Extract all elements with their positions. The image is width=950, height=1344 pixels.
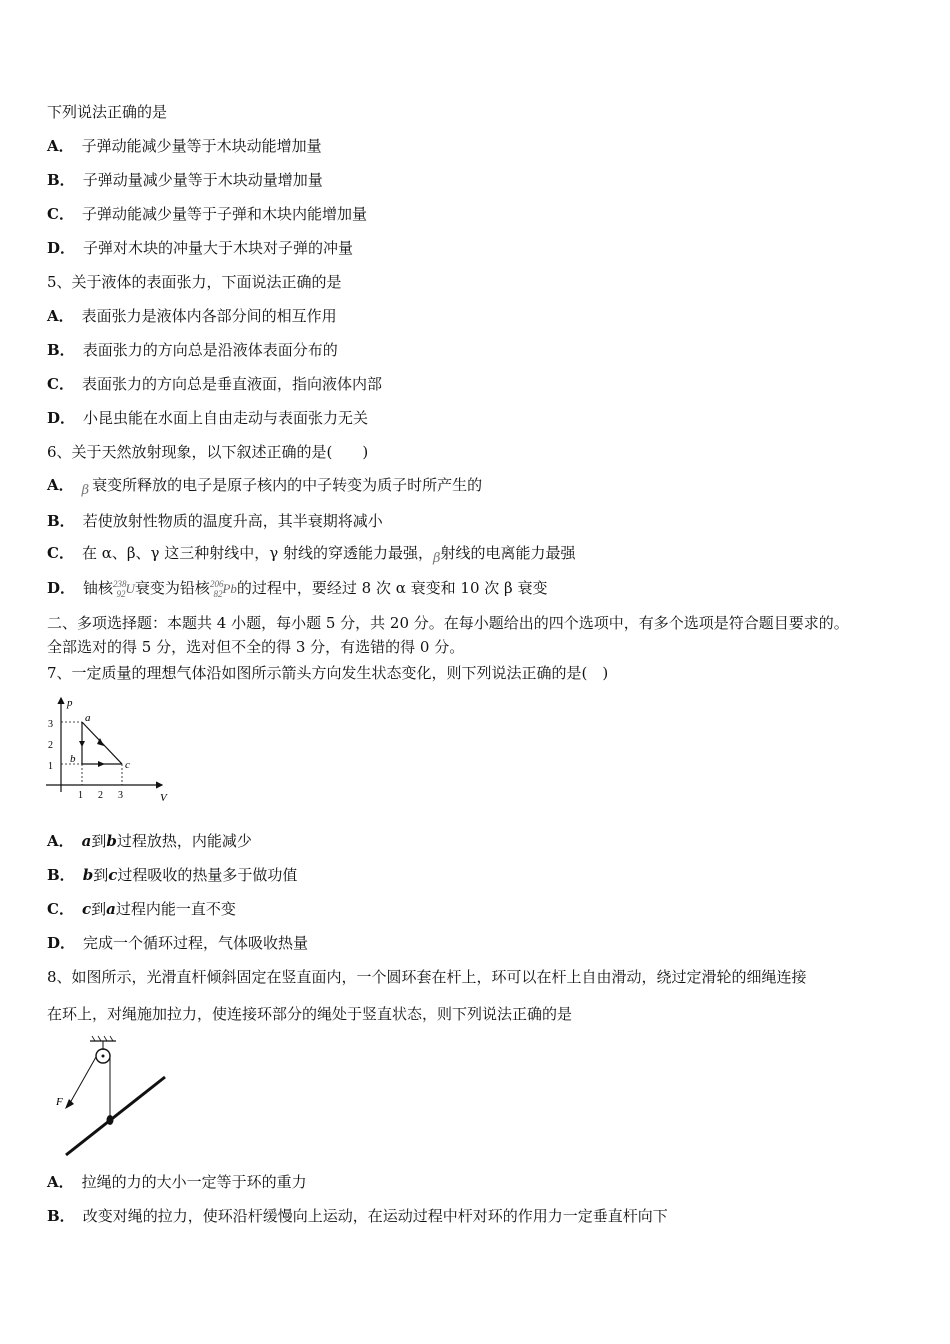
point-b-label: b (70, 753, 76, 765)
beta-symbol: β (81, 483, 90, 498)
q5-option-d: D． 小昆虫能在水面上自由走动与表面张力无关 (47, 409, 369, 427)
q7-option-b: B． b到c过程吸收的热量多于做功值 (47, 866, 298, 884)
rod-pulley-diagram (48, 1035, 178, 1160)
uranium-nuclide: $^{238}_{92}$U (113, 578, 135, 599)
q8-option-a: A． 拉绳的力的大小一定等于环的重力 (47, 1173, 307, 1191)
pv-diagram (40, 692, 180, 807)
q6-option-c: C． 在 α、β、γ 这三种射线中，γ 射线的穿透能力最强，β射线的电离能力最强 (47, 544, 576, 566)
q7-option-c: C． c到a过程内能一直不变 (47, 900, 236, 918)
q8-option-b: B． 改变对绳的拉力，使环沿杆缓慢向上运动，在运动过程中杆对环的作用力一定垂直杆向下 (47, 1207, 668, 1225)
q7-stem: 7、一定质量的理想气体沿如图所示箭头方向发生状态变化，则下列说法正确的是( ) (47, 664, 609, 682)
q5-option-b: B． 表面张力的方向总是沿液体表面分布的 (47, 341, 338, 359)
force-label: F (56, 1096, 63, 1108)
q6-option-a: A． β 衰变所释放的电子是原子核内的中子转变为质子时所产生的 (47, 476, 483, 498)
ring (107, 1115, 114, 1125)
q5-option-a: A． 表面张力是液体内各部分间的相互作用 (47, 307, 337, 325)
q5-stem: 5、关于液体的表面张力，下面说法正确的是 (47, 273, 342, 291)
q5-option-c: C． 表面张力的方向总是垂直液面，指向液体内部 (47, 375, 382, 393)
q4-option-b: B． 子弹动量减少量等于木块动量增加量 (47, 171, 323, 189)
beta-symbol: β (433, 551, 441, 566)
y-tick-2: 2 (48, 740, 53, 751)
v-axis-label: V (160, 792, 167, 804)
point-c-label: c (125, 759, 130, 771)
q4-stem: 下列说法正确的是 (47, 103, 168, 121)
y-tick-1: 1 (48, 761, 53, 772)
inclined-rod (66, 1077, 165, 1155)
y-tick-3: 3 (48, 719, 53, 730)
x-tick-2: 2 (98, 790, 103, 801)
p-axis-label: p (67, 697, 73, 709)
q6-option-d: D． 铀核$^{238}_{92}$U衰变为铅核$^{206}_{82}$Pb的过程中，要经过 8 次 α 衰变和 10 次 β 衰变 (47, 578, 548, 599)
q7-option-d: D． 完成一个循环过程，气体吸收热量 (47, 934, 309, 952)
point-a-label: a (85, 712, 91, 724)
section2-instructions-line1: 二、多项选择题：本题共 4 小题，每小题 5 分，共 20 分。在每小题给出的四个选项中，有多个选项是符合题目要求的。 (47, 614, 849, 632)
x-tick-1: 1 (78, 790, 83, 801)
q4-option-d: D． 子弹对木块的冲量大于木块对子弹的冲量 (47, 239, 354, 257)
q8-stem-line2: 在环上，对绳施加拉力，使连接环部分的绳处于竖直状态，则下列说法正确的是 (47, 1005, 573, 1023)
x-tick-3: 3 (118, 790, 123, 801)
q4-option-a: A． 子弹动能减少量等于木块动能增加量 (47, 137, 322, 155)
q4-option-c: C． 子弹动能减少量等于子弹和木块内能增加量 (47, 205, 367, 223)
q7-option-a: A． a到b过程放热，内能减少 (47, 832, 252, 850)
q6-stem: 6、关于天然放射现象，以下叙述正确的是( ) (47, 443, 369, 461)
q6-option-b: B． 若使放射性物质的温度升高，其半衰期将减小 (47, 512, 383, 530)
section2-instructions-line2: 全部选对的得 5 分，选对但不全的得 3 分，有选错的得 0 分。 (47, 638, 465, 656)
lead-nuclide: $^{206}_{82}$Pb (209, 578, 237, 599)
force-arrow (65, 1099, 74, 1109)
q8-stem-line1: 8、如图所示，光滑直杆倾斜固定在竖直面内，一个圆环套在杆上，环可以在杆上自由滑动，绕过定滑轮的细绳连接 (47, 968, 807, 986)
